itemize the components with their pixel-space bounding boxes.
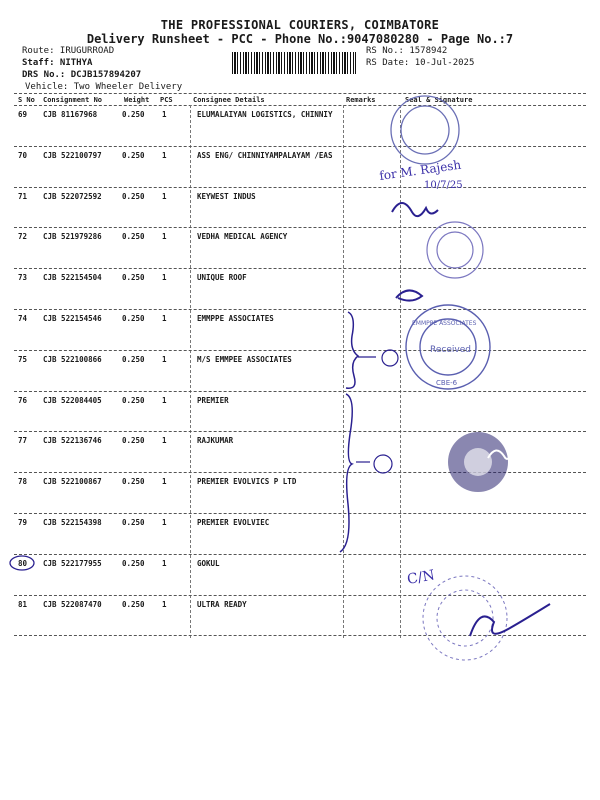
cell-pcs: 1	[162, 518, 167, 527]
cell-consignee: ULTRA READY	[197, 599, 247, 609]
cell-weight: 0.250	[122, 436, 145, 446]
signature-81	[470, 604, 550, 636]
drs-number: DRS No.: DCJB157894207	[22, 70, 142, 80]
vehicle-label: Vehicle: Two Wheeler Delivery	[25, 82, 183, 92]
cell-pcs: 1	[162, 232, 167, 242]
cell-weight: 0.250	[122, 314, 145, 323]
cell-weight: 0.250	[122, 354, 145, 364]
col-consignee: Consignee Details	[193, 96, 265, 104]
cell-weight: 0.250	[122, 518, 145, 527]
cell-pcs: 1	[162, 436, 167, 446]
round-stamp-2	[427, 222, 483, 278]
cell-sno: 70	[18, 150, 28, 160]
cell-cno: CJB 522136746	[43, 436, 102, 446]
cell-consignee: PREMIER	[197, 395, 229, 405]
cell-consignee: EMMPPE ASSOCIATES	[197, 314, 274, 323]
cell-consignee: KEYWEST INDUS	[197, 191, 256, 201]
cell-pcs: 1	[162, 395, 167, 405]
cell-pcs: 1	[162, 110, 167, 119]
cell-sno: 75	[18, 354, 28, 364]
col-remarks: Remarks	[346, 96, 376, 104]
cell-pcs: 1	[162, 354, 167, 364]
cell-cno: CJB 522100797	[43, 150, 102, 160]
cell-cno: CJB 522154398	[43, 518, 102, 527]
cell-weight: 0.250	[122, 232, 145, 242]
cell-sno: 76	[18, 395, 28, 405]
col-pcs: PCS	[160, 96, 173, 104]
stamp-name-text: EMMPPE ASSOCIATES	[412, 320, 477, 327]
cell-weight: 0.250	[122, 599, 145, 609]
for-note: for M. Rajesh	[378, 157, 462, 183]
circled-mark-2	[374, 455, 392, 473]
bracket-74-75	[346, 312, 358, 388]
company-title: THE PROFESSIONAL COURIERS, COIMBATORE	[160, 18, 440, 32]
cell-consignee: PREMIER EVOLVIEC	[197, 518, 270, 527]
signature-71	[392, 203, 438, 216]
cell-sno: 69	[18, 110, 28, 119]
cell-sno: 78	[18, 477, 28, 487]
cell-sno: 74	[18, 314, 28, 323]
cell-cno: CJB 521979286	[43, 232, 102, 242]
circled-mark-1	[382, 350, 398, 366]
cell-consignee: ELUMALAIYAN LOGISTICS, CHINNIY	[197, 110, 333, 119]
cell-cno: CJB 522072592	[43, 191, 102, 201]
col-consignment: Consignment No	[43, 96, 103, 104]
cell-cno: CJB 522154546	[43, 314, 102, 323]
cell-cno: CJB 522084405	[43, 395, 102, 405]
cell-cno: CJB 522087470	[43, 599, 102, 609]
cell-cno: CJB 522100867	[43, 477, 102, 487]
cell-weight: 0.250	[122, 150, 145, 160]
cell-consignee: RAJKUMAR	[197, 436, 234, 446]
cell-sno: 79	[18, 518, 28, 527]
cell-pcs: 1	[162, 558, 167, 568]
cell-sno: 80	[18, 558, 28, 568]
cell-cno: CJB 522100866	[43, 354, 102, 364]
cell-sno: 81	[18, 599, 28, 609]
cell-pcs: 1	[162, 191, 167, 201]
stamp-city-text: CBE-6	[436, 379, 458, 387]
runsheet-subtitle: Delivery Runsheet - PCC - Phone No.:9047080280 - Page No.:7	[86, 32, 514, 46]
dark-stamp	[448, 432, 508, 492]
staff-label: Staff: NITHYA	[22, 58, 93, 68]
cell-pcs: 1	[162, 314, 167, 323]
cell-cno: CJB 81167968	[43, 110, 98, 119]
cln-note: C/N	[405, 567, 436, 588]
round-stamp-3	[423, 576, 507, 660]
cell-sno: 72	[18, 232, 28, 242]
cell-consignee: VEDHA MEDICAL AGENCY	[197, 232, 288, 242]
col-sno: S No	[18, 96, 35, 104]
cell-pcs: 1	[162, 273, 167, 283]
cell-sno: 73	[18, 273, 28, 283]
date-note: 10/7/25	[424, 180, 463, 191]
signature-73	[396, 290, 422, 300]
cell-consignee: ASS ENG/ CHINNIYAMPALAYAM /EAS	[197, 150, 333, 160]
cell-cno: CJB 522154504	[43, 273, 102, 283]
cell-weight: 0.250	[122, 273, 145, 283]
round-stamp-1	[391, 96, 459, 164]
cell-sno: 71	[18, 191, 28, 201]
cell-consignee: PREMIER EVOLVICS P LTD	[197, 477, 297, 487]
cell-weight: 0.250	[122, 110, 145, 119]
cell-weight: 0.250	[122, 191, 145, 201]
cell-sno: 77	[18, 436, 28, 446]
col-seal: Seal & Signature	[405, 96, 473, 104]
cell-pcs: 1	[162, 599, 167, 609]
route-label: Route: IRUGURROAD	[22, 46, 115, 56]
cell-pcs: 1	[162, 150, 167, 160]
rs-number: RS No.: 1578942	[366, 46, 448, 56]
cell-cno: CJB 522177955	[43, 558, 102, 568]
sno-80-circle	[10, 556, 34, 570]
cell-consignee: GOKUL	[197, 558, 220, 568]
cell-weight: 0.250	[122, 477, 145, 487]
col-weight: Weight	[124, 96, 150, 104]
cell-consignee: M/S EMMPEE ASSOCIATES	[197, 354, 292, 364]
cell-weight: 0.250	[122, 558, 145, 568]
rs-date: RS Date: 10-Jul-2025	[366, 58, 475, 68]
cell-pcs: 1	[162, 477, 167, 487]
cell-consignee: UNIQUE ROOF	[197, 273, 247, 283]
stamp-received-text: Received	[430, 345, 471, 355]
cell-weight: 0.250	[122, 395, 145, 405]
bracket-76-79	[340, 394, 352, 552]
